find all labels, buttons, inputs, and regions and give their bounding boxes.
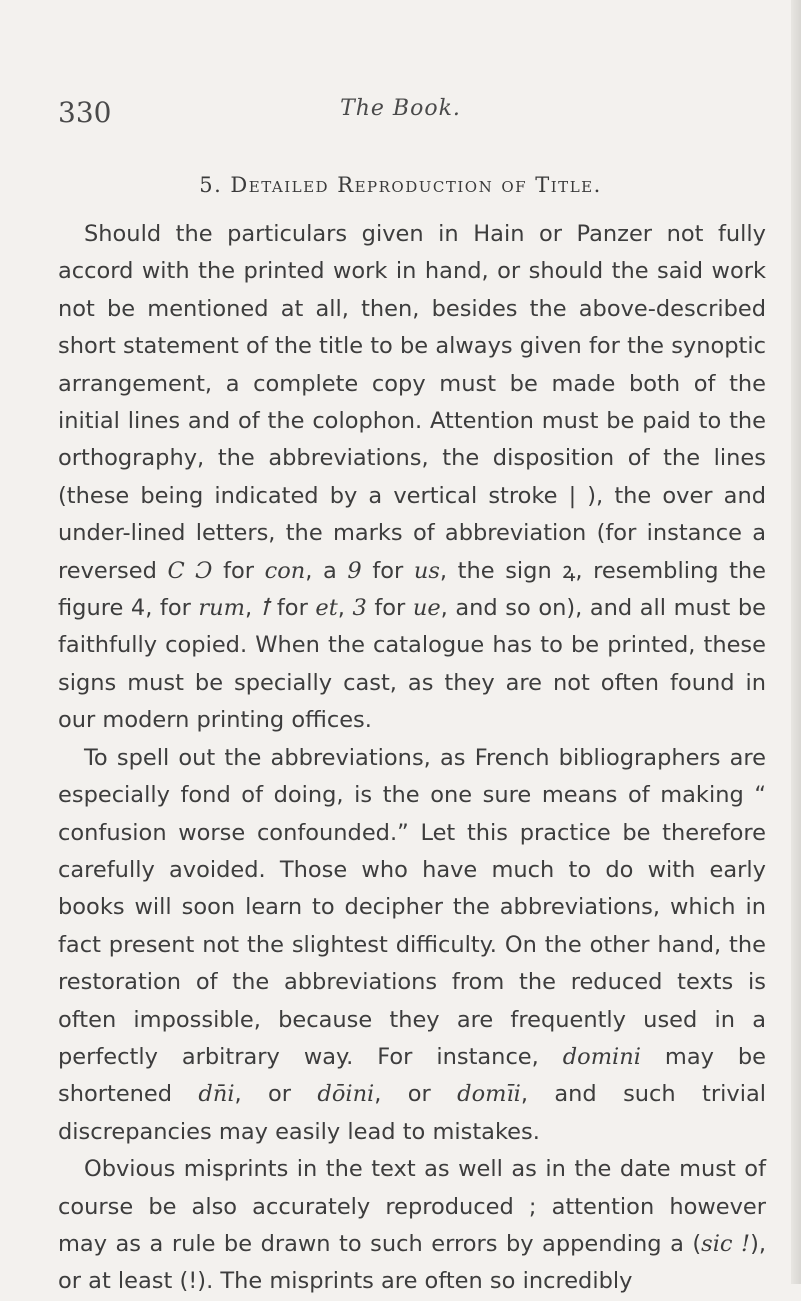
italic-term: domīi <box>457 1081 521 1108</box>
paragraph-3: Obvious misprints in the text as well as in the date must of course be also accurately reproduced ; attention however may as a rule be drawn to such errors by appending a (sic !), or at least (!). The misprints are often so incredibly <box>58 1156 766 1295</box>
paragraph-2: To spell out the abbreviations, as French bibliographers are especially fond of doing, is the one sure means of making “ confusion worse confounded.” Let this practice be therefore carefully avoided. Those who have much to do with early books will soon learn to decipher the abbreviations, which in fact present not the slightest difficulty. On the other hand, the restoration of the abbreviations from the reduced texts is often impossible, because they are frequently used in a perfectly arbitrary way. For instance, domini may be shortened dn̄i, or dōini, or domīi, and such trivial discrepancies may easily lead to mistakes. <box>58 744 766 1145</box>
section-heading: 5. Detailed Reproduction of Title. <box>199 173 602 197</box>
abbrev-sign: 9 <box>347 557 362 584</box>
abbrev-sign: ꝉ <box>259 595 270 622</box>
abbrev-example: con <box>264 557 306 584</box>
abbrev-example: ue <box>412 595 441 622</box>
abbrev-example: us <box>413 557 440 584</box>
italic-term: domini <box>562 1043 641 1070</box>
abbrev-example: rum <box>198 595 245 622</box>
italic-term: sic ! <box>701 1230 751 1257</box>
abbrev-example: et <box>315 595 338 622</box>
abbrev-sign: C Ɔ <box>167 557 213 584</box>
italic-term: dn̄i <box>198 1081 235 1108</box>
running-head: The Book. <box>340 96 461 121</box>
abbrev-sign: ꝝ <box>562 557 576 584</box>
page-number: 330 <box>58 96 112 129</box>
italic-term: dōini <box>317 1081 375 1108</box>
body-text <box>58 216 766 1301</box>
page-header <box>0 96 801 136</box>
abbrev-sign: 3 <box>352 595 367 622</box>
paragraph-1: Should the particulars given in Hain or Panzer not fully accord with the printed work in hand, or should the said work not be mentioned at all, then, besides the above-described short statement of the title to be always given for the synoptic arrangement, a complete copy must be made both of the initial lines and of the colophon. Attention must be paid to the orthography, the abbreviations, the disposition of the lines (these being indicated by a vertical stroke | ), the over and under-lined letters, the marks of abbreviation (for instance a reversed C Ɔ for con, a 9 for us, the sign ꝝ, resembling the figure 4, for rum, ꝉ for et, 3 for ue, and so on), and all must be faithfully copied. When the catalogue has to be printed, these signs must be specially cast, as they are not often found in our modern printing offices. <box>58 221 767 734</box>
